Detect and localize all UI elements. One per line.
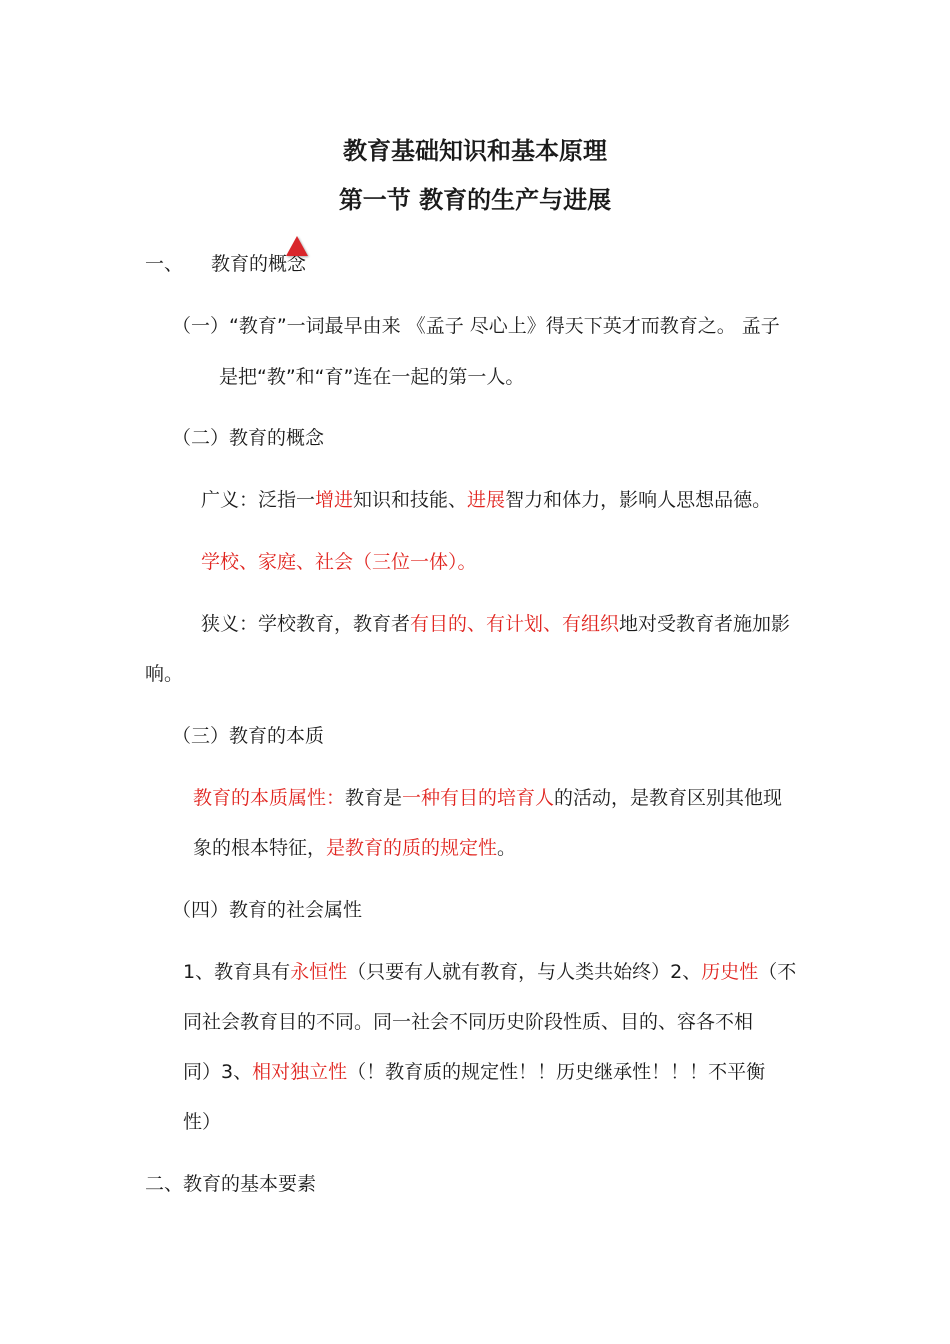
broad-definition-line <box>201 488 771 512</box>
document-title: 教育基础知识和基本原理 <box>343 137 607 165</box>
section-2-heading: 二、教育的基本要素 <box>145 1173 317 1195</box>
section-1-number: 一、 <box>145 253 184 275</box>
narrow-text-1: 狭义：学校教育，教育者 <box>201 613 411 635</box>
essence-emphasis-2: 一种有目的培育人 <box>402 787 555 809</box>
broad-emphasis-1: 增进 <box>315 489 354 511</box>
essence-line-1 <box>193 786 782 810</box>
essence-line-2 <box>193 836 516 860</box>
broad-text-3: 智力和体力，影响人思想品德。 <box>505 489 772 511</box>
subsection-3-heading: （三）教育的本质 <box>172 725 325 747</box>
social-text-1: 1、教育具有 <box>183 961 291 983</box>
narrow-definition-wrap: 响。 <box>145 663 184 685</box>
social-emphasis-2: 历史性 <box>701 961 759 983</box>
essence-text-3: 象的根本特征， <box>193 837 327 859</box>
social-text-5: （！教育质的规定性！！历史继承性！！！不平衡 <box>347 1061 766 1083</box>
narrow-text-2: 地对受教育者施加影 <box>619 613 791 635</box>
essence-emphasis-3: 是教育的质的规定性 <box>326 837 498 859</box>
social-text-4: 同）3、 <box>183 1061 253 1083</box>
section-title: 第一节 教育的生产与进展 <box>338 186 612 214</box>
subsection-2-heading: （二）教育的概念 <box>172 427 325 449</box>
social-emphasis-3: 相对独立性 <box>252 1061 348 1083</box>
broad-text-2: 知识和技能、 <box>353 489 468 511</box>
three-in-one-line: 学校、家庭、社会（三位一体）。 <box>201 551 477 573</box>
narrow-emphasis: 有目的、有计划、有组织 <box>410 613 620 635</box>
paragraph-1-line-1: （一）“教育”一词最早由来 《孟子 尽心上》得天下英才而教育之。 孟子 <box>172 315 780 337</box>
social-line-2: 同社会教育目的不同。同一社会不同历史阶段性质、目的、容各不相 <box>183 1011 754 1033</box>
social-text-3: （不 <box>758 961 797 983</box>
essence-emphasis-1: 教育的本质属性： <box>193 787 346 809</box>
social-text-2: （只要有人就有教育，与人类共始终）2、 <box>347 961 702 983</box>
red-triangle-mark-icon <box>286 236 308 256</box>
broad-emphasis-2: 进展 <box>467 489 506 511</box>
broad-text-1: 广义：泛指一 <box>201 489 316 511</box>
essence-text-2: 的活动，是教育区别其他现 <box>554 787 783 809</box>
paragraph-1-line-2: 是把“教”和“育”连在一起的第一人。 <box>219 366 525 388</box>
social-line-1 <box>183 960 796 984</box>
section-1-heading: 教育的概念 <box>211 253 307 275</box>
essence-text-1: 教育是 <box>345 787 403 809</box>
subsection-4-heading: （四）教育的社会属性 <box>172 899 363 921</box>
essence-text-4: 。 <box>497 837 517 859</box>
social-line-3 <box>183 1060 765 1084</box>
narrow-definition-line <box>201 612 790 636</box>
social-emphasis-1: 永恒性 <box>290 961 348 983</box>
social-line-4: 性） <box>183 1111 222 1133</box>
